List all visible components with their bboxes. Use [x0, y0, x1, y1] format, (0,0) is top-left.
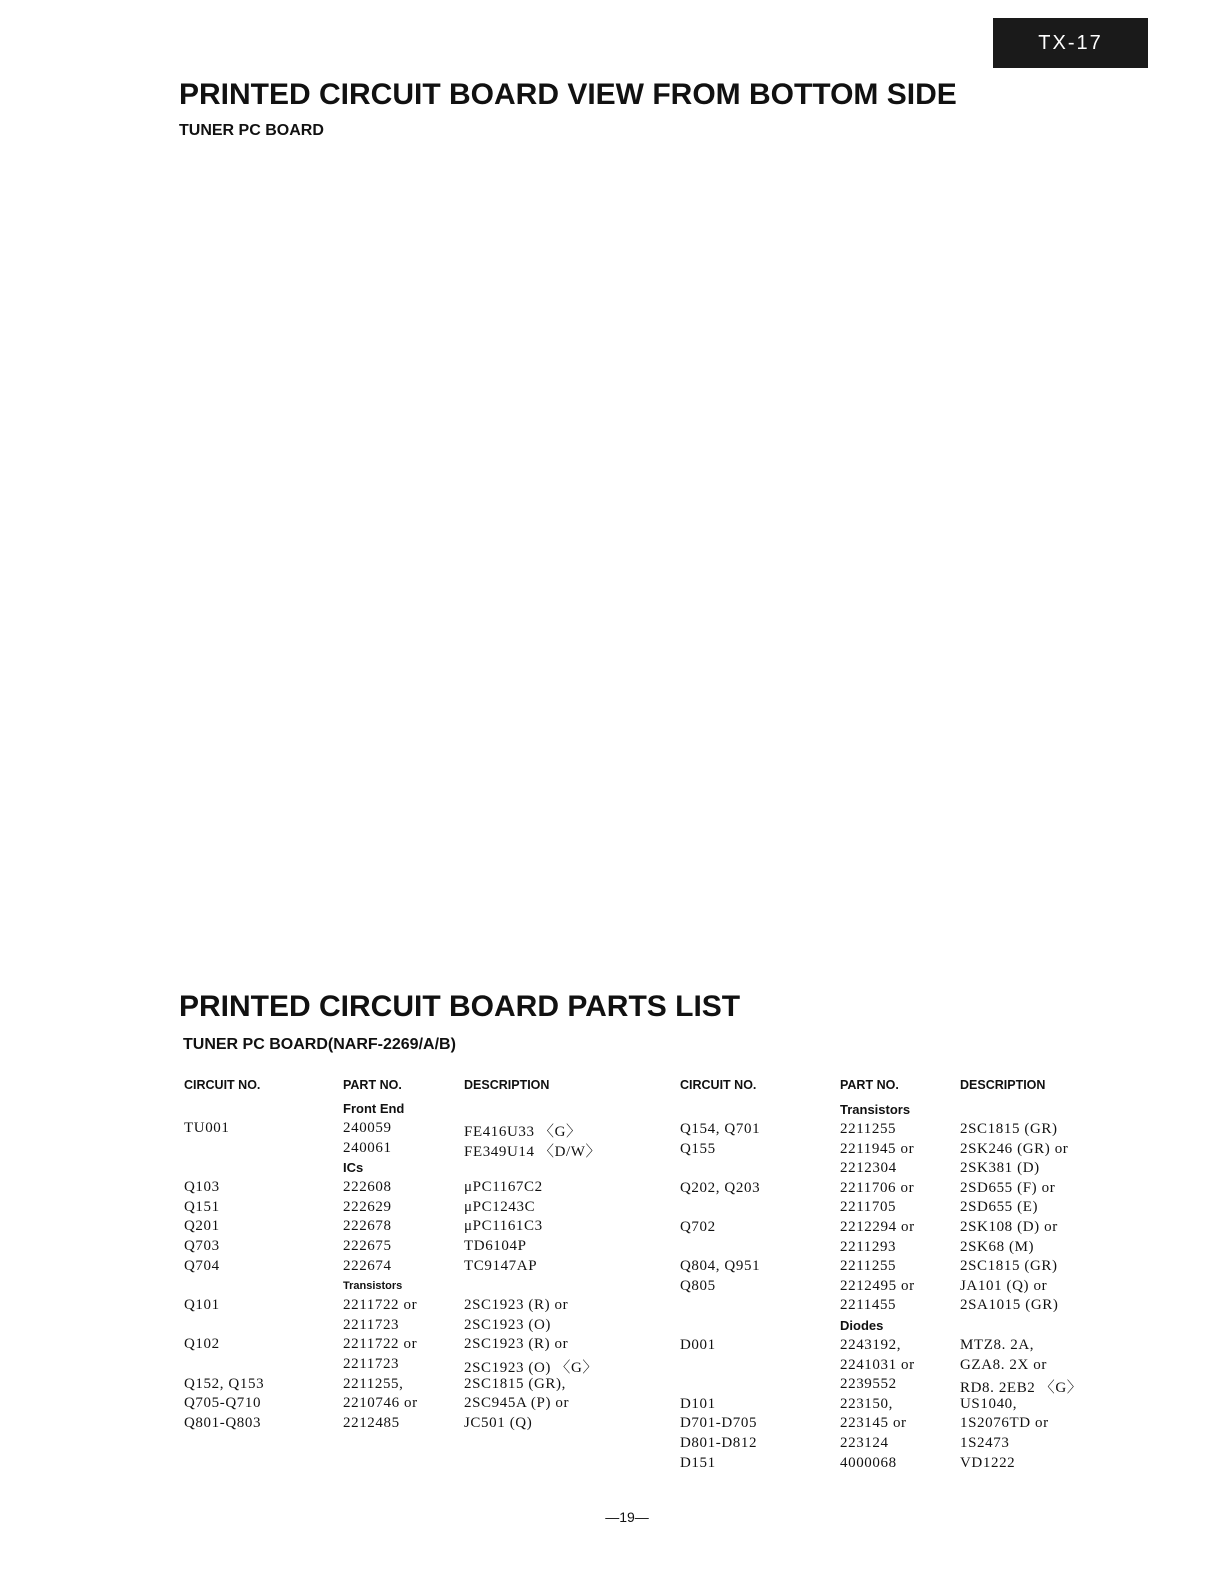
parts-list-subheading: TUNER PC BOARD(NARF-2269/A/B) [183, 1036, 456, 1053]
description-cell: 2SC945A (P) or [464, 1395, 570, 1412]
left-part-header: PART NO. [343, 1078, 402, 1092]
description-cell: JA101 (Q) or [960, 1277, 1048, 1294]
description-cell: GZA8. 2X or [960, 1356, 1048, 1373]
page-number: —19— [605, 1509, 649, 1525]
parts-list-heading: PRINTED CIRCUIT BOARD PARTS LIST [179, 990, 741, 1023]
circuit-no-cell: Q101 [184, 1297, 220, 1314]
part-no-cell: 2211722 or [343, 1336, 418, 1353]
part-no-cell: 222674 [343, 1257, 392, 1274]
group-label: ICs [343, 1160, 364, 1176]
part-no-cell: 2239552 [840, 1376, 897, 1393]
description-cell: 2SK68 (M) [960, 1238, 1035, 1255]
part-no-cell: 223124 [840, 1435, 889, 1451]
right-circuit-header: CIRCUIT NO. [680, 1078, 757, 1092]
circuit-no-cell: Q805 [680, 1277, 716, 1294]
right-description-header: DESCRIPTION [960, 1078, 1046, 1092]
circuit-no-cell: Q103 [184, 1179, 220, 1196]
part-no-cell: 2211293 [840, 1238, 897, 1255]
circuit-no-cell: D701-D705 [680, 1415, 758, 1432]
part-no-cell: 2241031 or [840, 1356, 915, 1373]
part-no-cell: 2211705 [840, 1199, 897, 1216]
part-no-cell: 222675 [343, 1238, 392, 1254]
part-no-cell: 2211723 [343, 1356, 400, 1372]
left-circuit-header: CIRCUIT NO. [184, 1078, 261, 1092]
description-cell: FE416U33 〈G〉 [464, 1124, 582, 1140]
group-label: Diodes [840, 1318, 884, 1333]
description-cell: μPC1161C3 [464, 1218, 543, 1235]
description-cell: 2SC1815 (GR) [960, 1121, 1058, 1137]
circuit-no-cell: D001 [680, 1337, 716, 1353]
part-no-cell: 2211945 or [840, 1140, 915, 1157]
description-cell: RD8. 2EB2 〈G〉 [960, 1380, 1083, 1397]
description-cell: MTZ8. 2A, [960, 1337, 1035, 1353]
circuit-no-cell: Q704 [184, 1257, 220, 1274]
description-cell: 2SA1015 (GR) [960, 1297, 1059, 1314]
part-no-cell: 222608 [343, 1179, 392, 1196]
part-no-cell: 240061 [343, 1139, 392, 1156]
part-no-cell: 2211706 or [840, 1179, 915, 1196]
description-cell: US1040, [960, 1395, 1018, 1412]
part-no-cell: 2211255 [840, 1121, 897, 1137]
description-cell: FE349U14 〈D/W〉 [464, 1143, 602, 1160]
description-cell: 2SD655 (E) [960, 1199, 1039, 1216]
circuit-no-cell: Q702 [680, 1219, 716, 1235]
part-no-cell: 2243192, [840, 1337, 902, 1353]
description-cell: TC9147AP [464, 1257, 538, 1274]
description-cell: VD1222 [960, 1454, 1016, 1471]
circuit-no-cell: Q801-Q803 [184, 1414, 262, 1431]
circuit-no-cell: D101 [680, 1395, 716, 1412]
part-no-cell: 222678 [343, 1218, 392, 1235]
circuit-no-cell: Q102 [184, 1336, 220, 1353]
part-no-cell: 2211255 [840, 1258, 897, 1275]
circuit-no-cell: Q151 [184, 1198, 220, 1215]
description-cell: μPC1243C [464, 1198, 536, 1215]
circuit-no-cell: Q201 [184, 1218, 220, 1235]
part-no-cell: 222629 [343, 1198, 392, 1215]
part-no-cell: 2211455 [840, 1297, 897, 1314]
part-no-cell: 2212294 or [840, 1219, 915, 1235]
description-cell: 1S2076TD or [960, 1415, 1049, 1432]
part-no-cell: 223145 or [840, 1415, 907, 1432]
description-cell: 2SC1923 (R) or [464, 1297, 569, 1314]
left-description-header: DESCRIPTION [464, 1078, 550, 1092]
description-cell: 2SK246 (GR) or [960, 1140, 1069, 1157]
part-no-cell: 2212495 or [840, 1277, 915, 1294]
right-part-header: PART NO. [840, 1078, 899, 1092]
part-no-cell: 2211722 or [343, 1297, 418, 1314]
board-view-heading: PRINTED CIRCUIT BOARD VIEW FROM BOTTOM SIDE [179, 78, 957, 111]
circuit-no-cell: Q705-Q710 [184, 1395, 262, 1412]
description-cell: 2SC1815 (GR) [960, 1258, 1058, 1275]
part-no-cell: 2211723 [343, 1316, 400, 1333]
description-cell: 2SC1923 (R) or [464, 1336, 569, 1353]
circuit-no-cell: D801-D812 [680, 1435, 758, 1451]
description-cell: 2SD655 (F) or [960, 1179, 1056, 1196]
description-cell: 2SK381 (D) [960, 1160, 1040, 1177]
description-cell: 2SC1923 (O) [464, 1316, 552, 1333]
circuit-no-cell: TU001 [184, 1120, 230, 1136]
description-cell: 2SC1923 (O) 〈G〉 [464, 1360, 599, 1376]
description-cell: 2SC1815 (GR), [464, 1375, 566, 1392]
part-no-cell: 4000068 [840, 1454, 897, 1471]
group-label: Front End [343, 1101, 405, 1116]
board-view-subheading: TUNER PC BOARD [179, 122, 324, 139]
part-no-cell: 2211255, [343, 1375, 404, 1392]
description-cell: JC501 (Q) [464, 1414, 533, 1431]
part-no-cell: 2212304 [840, 1160, 897, 1177]
circuit-no-cell: Q155 [680, 1140, 716, 1157]
part-no-cell: 2210746 or [343, 1395, 418, 1412]
group-label: Transistors [840, 1102, 911, 1117]
circuit-no-cell: Q154, Q701 [680, 1121, 761, 1137]
description-cell: μPC1167C2 [464, 1179, 543, 1196]
description-cell: 2SK108 (D) or [960, 1219, 1058, 1235]
circuit-no-cell: Q152, Q153 [184, 1375, 265, 1392]
circuit-no-cell: Q703 [184, 1238, 220, 1254]
description-cell: TD6104P [464, 1238, 527, 1254]
part-no-cell: 223150, [840, 1395, 893, 1412]
circuit-no-cell: Q804, Q951 [680, 1258, 761, 1275]
part-no-cell: 240059 [343, 1120, 392, 1136]
circuit-no-cell: Q202, Q203 [680, 1179, 761, 1196]
part-no-cell: 2212485 [343, 1414, 400, 1431]
model-tag: TX-17 [993, 18, 1148, 68]
group-label: Transistors [343, 1280, 403, 1293]
description-cell: 1S2473 [960, 1435, 1010, 1451]
circuit-no-cell: D151 [680, 1454, 716, 1471]
